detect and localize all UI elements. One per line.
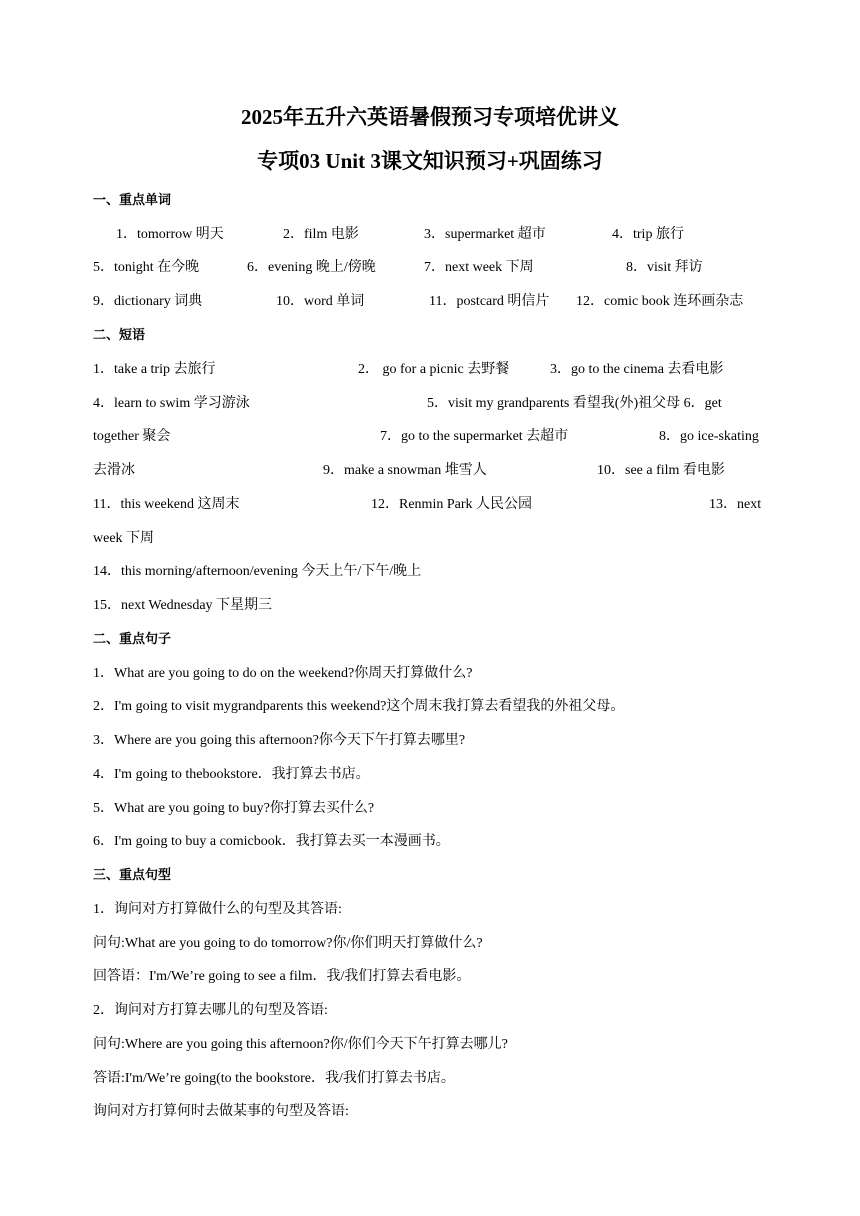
- phrase-item: 7．go to the supermarket 去超市: [380, 429, 569, 444]
- vocab-item: 7．next week 下周: [424, 260, 534, 275]
- vocab-item: 1．tomorrow 明天: [116, 227, 224, 242]
- phrase-item: 3．go to the cinema 去看电影: [550, 362, 724, 377]
- phrase-item: 5．visit my grandparents 看望我(外)祖父母 6．get: [427, 396, 722, 411]
- phrases-heading: 二、短语: [93, 328, 146, 343]
- phrase-item: 15．next Wednesday 下星期三: [93, 598, 273, 613]
- pattern-line: 问句:What are you going to do tomorrow?你/你们明天打算做什么?: [93, 936, 483, 951]
- phrase-item: 8．go ice-skating: [659, 429, 759, 444]
- pattern-line: 问句:Where are you going this afternoon?你/你们今天下午打算去哪儿?: [93, 1037, 508, 1052]
- sentence-item: 1．What are you going to do on the weekend?你周天打算做什么?: [93, 666, 473, 681]
- pattern-line: 1．询问对方打算做什么的句型及其答语:: [93, 902, 342, 917]
- vocab-item: 2．film 电影: [283, 227, 359, 242]
- pattern-line: 回答语：I'm/We’re going to see a film．我/我们打算去看电影。: [93, 969, 471, 984]
- vocab-item: 12．comic book 连环画杂志: [576, 294, 744, 309]
- sentence-item: 5．What are you going to buy?你打算去买什么?: [93, 801, 375, 816]
- vocab-item: 10．word 单词: [276, 294, 365, 309]
- phrase-item: week 下周: [93, 531, 155, 546]
- vocab-item: 3．supermarket 超市: [424, 227, 546, 242]
- pattern-line: 答语:I'm/We’re going(to the bookstore．我/我们打算去书店。: [93, 1071, 455, 1086]
- phrase-item: together 聚会: [93, 429, 171, 444]
- phrase-item: 4．learn to swim 学习游泳: [93, 396, 250, 411]
- document-title: 2025年五升六英语暑假预习专项培优讲义: [241, 105, 619, 129]
- vocab-item: 6．evening 晚上/傍晚: [247, 260, 376, 275]
- vocab-item: 9．dictionary 词典: [93, 294, 203, 309]
- vocab-item: 8．visit 拜访: [626, 260, 703, 275]
- vocab-item: 11．postcard 明信片: [429, 294, 550, 309]
- vocab-heading: 一、重点单词: [93, 193, 172, 208]
- pattern-line: 2．询问对方打算去哪儿的句型及答语:: [93, 1003, 328, 1018]
- document-subtitle: 专项03 Unit 3课文知识预习+巩固练习: [257, 149, 603, 173]
- sentence-item: 2．I'm going to visit mygrandparents this weekend?这个周末我打算去看望我的外祖父母。: [93, 699, 625, 714]
- phrase-item: 14．this morning/afternoon/evening 今天上午/下午/晚上: [93, 564, 422, 579]
- phrase-item: 13．next: [709, 497, 762, 512]
- sentence-item: 4．I'm going to thebookstore．我打算去书店。: [93, 767, 370, 782]
- sentences-heading: 二、重点句子: [93, 632, 172, 647]
- sentence-item: 3．Where are you going this afternoon?你今天下午打算去哪里?: [93, 733, 466, 748]
- sentence-item: 6．I'm going to buy a comicbook．我打算去买一本漫画书。: [93, 834, 450, 849]
- vocab-item: 5．tonight 在今晚: [93, 260, 200, 275]
- phrase-item: 去滑冰: [93, 463, 135, 478]
- phrase-item: 10．see a film 看电影: [597, 463, 725, 478]
- phrase-item: 9．make a snowman 堆雪人: [323, 463, 487, 478]
- phrase-item: 11．this weekend 这周末: [93, 497, 240, 512]
- phrase-item: 2． go for a picnic 去野餐: [358, 362, 510, 377]
- pattern-line: 询问对方打算何时去做某事的句型及答语:: [93, 1104, 349, 1119]
- phrase-item: 12．Renmin Park 人民公园: [371, 497, 532, 512]
- phrase-item: 1．take a trip 去旅行: [93, 362, 216, 377]
- vocab-item: 4．trip 旅行: [612, 227, 684, 242]
- patterns-heading: 三、重点句型: [93, 868, 172, 883]
